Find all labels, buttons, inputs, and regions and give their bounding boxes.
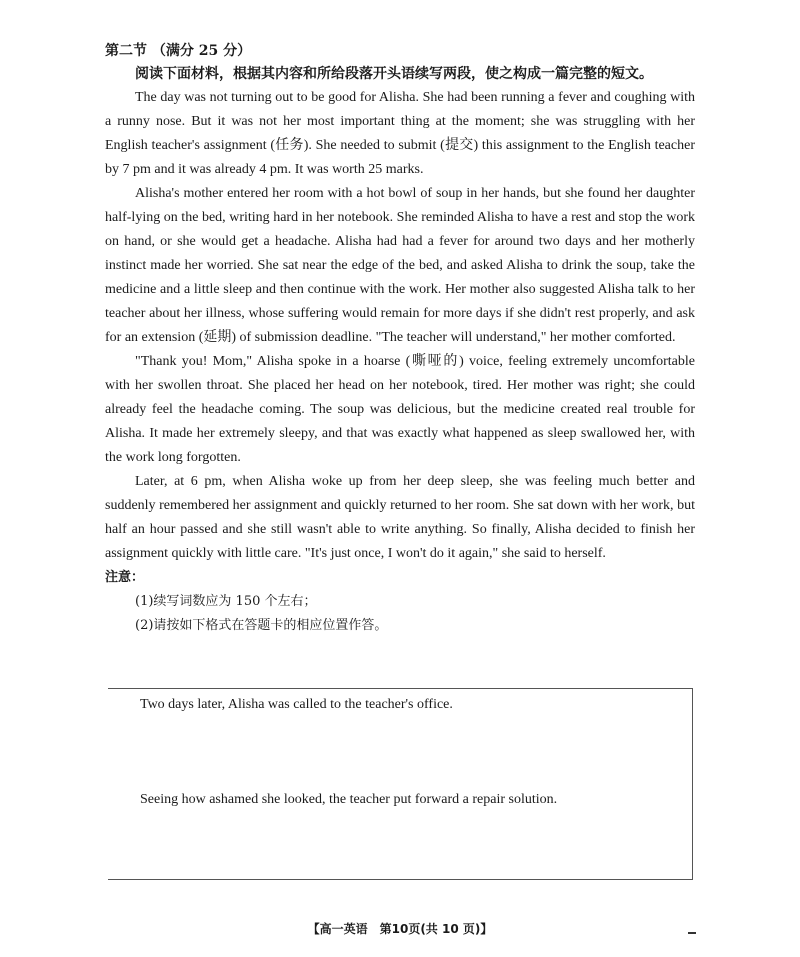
page-footer: 【高一英语 第10页(共 10 页)】 xyxy=(307,922,493,936)
task-instruction: 阅读下面材料，根据其内容和所给段落开头语续写两段，使之构成一篇完整的短文。 xyxy=(135,66,653,82)
passage-paragraph-1: The day was not turning out to be good for Alisha. She had been running a fever and coughing with a runny nose. But it was not her most important thing at the moment; she was struggling with her English teacher's assignment (任务). She needed to submit (提交) this assignment to the English teacher by 7 pm and it was already 4 pm. It was worth 25 marks. xyxy=(105,90,695,177)
answer-box xyxy=(108,688,693,880)
section-title: 第二节 （满分 25 分） xyxy=(105,43,252,59)
document-body xyxy=(105,40,695,638)
notes-label: 注意： xyxy=(105,570,145,585)
note-item-format: (2)请按如下格式在答题卡的相应位置作答。 xyxy=(135,618,388,633)
paragraph2-opening: Seeing how ashamed she looked, the teacher put forward a repair solution. xyxy=(140,792,558,807)
passage-paragraph-2: Alisha's mother entered her room with a hot bowl of soup in her hands, but she found her daughter half-lying on the bed, writing hard in her notebook. She reminded Alisha to have a rest and stop the work on hand, or she would get a headache. Alisha had had a fever for around two days and her motherly instinct made her worried. She sat near the edge of the bed, and asked Alisha to drink the soup, take the medicine and a little sleep and then continue with the work. Her mother also suggested Alisha talk to her teacher about her illness, whose suffering would remain for more days if she didn't rest properly, and ask for an extension (延期) of submission deadline. "The teacher will understand," her mother comforted. xyxy=(105,186,695,345)
paragraph1-opening: Two days later, Alisha was called to the teacher's office. xyxy=(140,697,453,712)
note-item-word-count: (1)续写词数应为 150 个左右； xyxy=(135,594,317,609)
passage-paragraph-4: Later, at 6 pm, when Alisha woke up from her deep sleep, she was feeling much better and suddenly remembered her assignment and quickly returned to her room. She sat down with her work, but half an hour passed and she still wasn't able to write anything. So finally, Alisha decided to finish her assignment quickly with little care. "It's just once, I won't do it again," she said to herself. xyxy=(105,474,695,561)
corner-mark xyxy=(688,932,696,934)
passage-paragraph-3: "Thank you! Mom," Alisha spoke in a hoarse (嘶哑的) voice, feeling extremely uncomfortable with her swollen throat. She placed her head on her notebook, tired. Her mother was right; she could already feel the headache coming. The soup was delicious, but the medicine created real trouble for Alisha. It made her extremely sleepy, and that was exactly what happened as sleep swallowed her, with the work long forgotten. xyxy=(105,354,695,465)
